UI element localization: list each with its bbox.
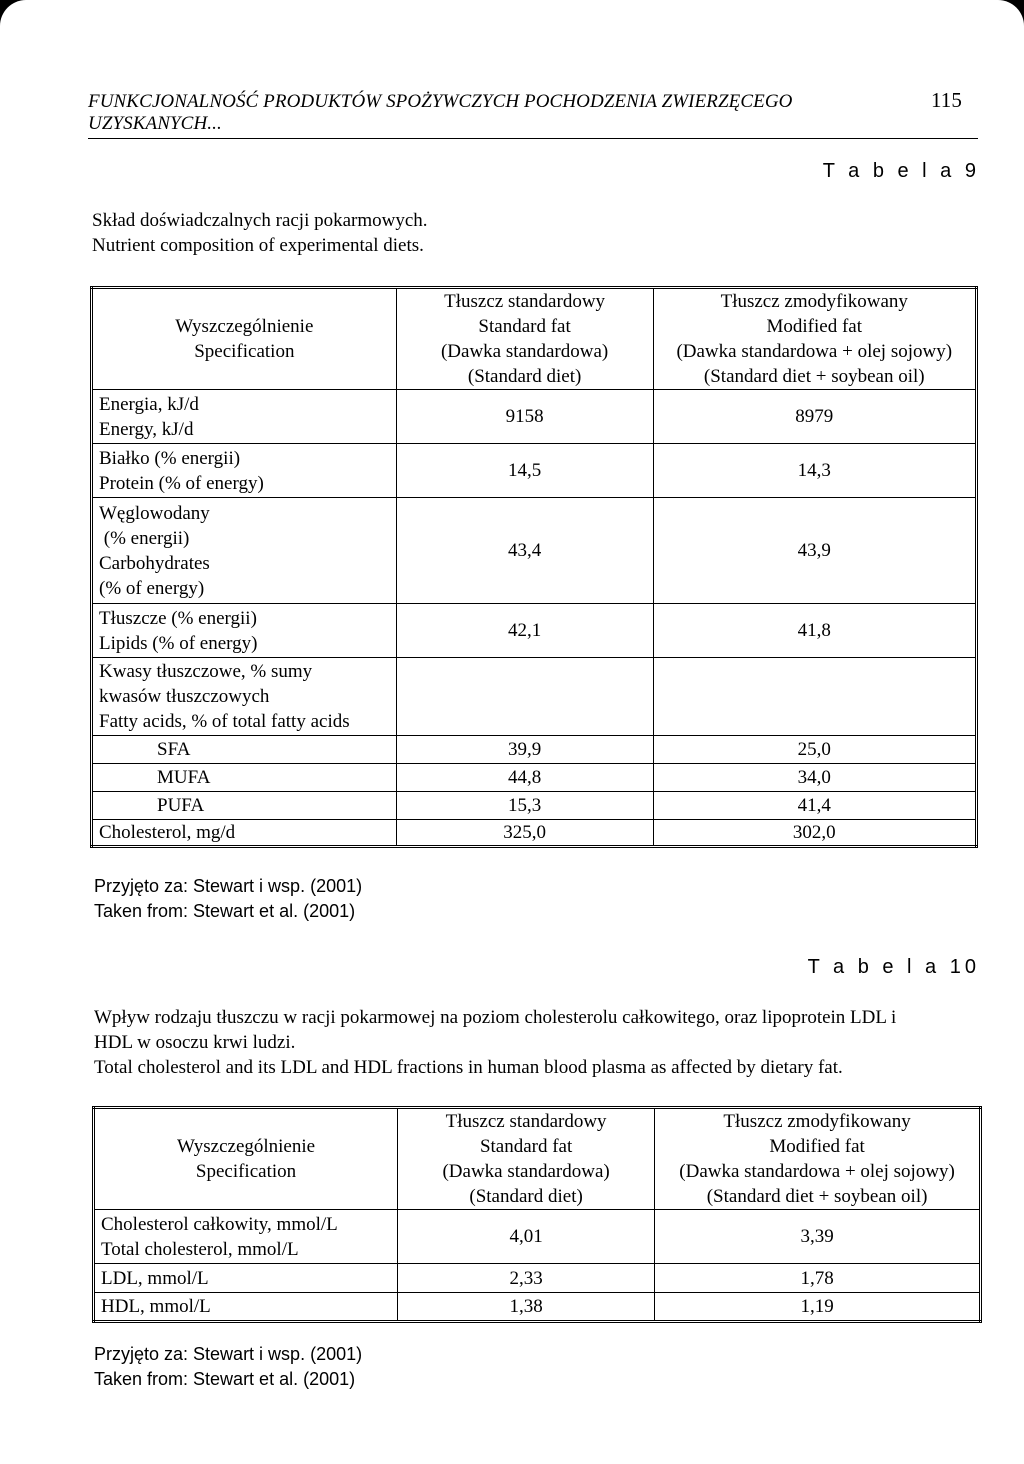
row-label (92, 604, 397, 658)
row-label (92, 658, 397, 736)
table9-caption (92, 208, 428, 258)
table10-header-row (94, 1108, 981, 1210)
row-label: HDL, mmol/L (94, 1293, 398, 1322)
cell-value: 15,3 (396, 792, 653, 820)
cell-value: 1,19 (655, 1293, 981, 1322)
row-label-line: Kwasy tłuszczowe, % sumy (99, 661, 313, 682)
table10-col-modified (655, 1108, 981, 1210)
row-label-line: Energia, kJ/d (99, 393, 199, 415)
table-row (92, 820, 977, 847)
cell-value: 14,5 (396, 444, 653, 498)
table-row (92, 498, 977, 604)
spec-label-en: Specification (195, 1161, 297, 1182)
row-label: SFA (92, 736, 397, 764)
table10-source (94, 1342, 362, 1392)
cell-value: 41,4 (653, 792, 976, 820)
table10-caption-pl-2: HDL w osoczu krwi ludzi. (94, 1032, 296, 1053)
cell-value: 2,33 (398, 1264, 655, 1293)
col-standard-line: (Standard diet) (467, 366, 582, 387)
cell-value: 9158 (396, 390, 653, 444)
row-label-line: Protein (% of energy) (99, 472, 264, 494)
source-en: Taken from: Stewart et al. (2001) (94, 1369, 356, 1389)
col-standard-line: Standard fat (479, 1136, 573, 1157)
cell-value: 25,0 (653, 736, 976, 764)
row-label-line: Węglowodany (99, 502, 210, 524)
table9-caption-pl: Skład doświadczalnych racji pokarmowych. (92, 210, 428, 231)
table9-spec-header (92, 288, 397, 390)
table9-source (94, 874, 362, 924)
col-modified-line: Modified fat (766, 316, 863, 337)
cell-value: 39,9 (396, 736, 653, 764)
table10-caption-en: Total cholesterol and its LDL and HDL fractions in human blood plasma as affected by dietary fat. (94, 1057, 843, 1078)
cell-value: 1,38 (398, 1293, 655, 1322)
spec-label-pl: Wyszczególnienie (175, 316, 314, 337)
table-row (94, 1293, 981, 1322)
row-label (94, 1210, 398, 1264)
cell-value: 8979 (653, 390, 976, 444)
source-pl: Przyjęto za: Stewart i wsp. (2001) (94, 1344, 363, 1364)
spec-label-en: Specification (194, 341, 295, 362)
col-modified-line: Modified fat (769, 1136, 865, 1157)
table9-label: T a b e l a 9 (822, 160, 980, 182)
col-modified-line: (Dawka standardowa + olej sojowy) (679, 1161, 955, 1182)
table9-col-modified (653, 288, 976, 390)
table-row (92, 444, 977, 498)
row-label-line: Energy, kJ/d (99, 418, 194, 440)
row-label-line: Lipids (% of energy) (99, 632, 258, 654)
cell-value: 41,8 (653, 604, 976, 658)
table9 (90, 286, 978, 848)
running-title: FUNKCJONALNOŚĆ PRODUKTÓW SPOŻYWCZYCH POCHODZENIA ZWIERZĘCEGO UZYSKANYCH... (88, 91, 793, 134)
table9-caption-en: Nutrient composition of experimental diets. (92, 235, 424, 256)
row-label-line: Carbohydrates (99, 552, 210, 574)
col-standard-line: Tłuszcz standardowy (444, 291, 606, 312)
cell-value: 1,78 (655, 1264, 981, 1293)
row-label-line: Tłuszcze (% energii) (99, 607, 257, 629)
row-label: Cholesterol, mg/d (92, 820, 397, 847)
cell-value: 325,0 (396, 820, 653, 847)
spec-label-pl: Wyszczególnienie (176, 1136, 316, 1157)
cell-value: 44,8 (396, 764, 653, 792)
table10-caption-pl-1: Wpływ rodzaju tłuszczu w racji pokarmowej na poziom cholesterolu całkowitego, oraz lipoprotein LDL i (94, 1007, 897, 1028)
row-label: LDL, mmol/L (94, 1264, 398, 1293)
col-modified-line: (Standard diet + soybean oil) (706, 1186, 928, 1207)
cell-empty (396, 658, 653, 736)
table-row (92, 658, 977, 736)
table10 (92, 1106, 982, 1323)
row-label-line: (% of energy) (99, 577, 205, 599)
row-label-line: kwasów tłuszczowych (99, 686, 270, 707)
table9-header-row (92, 288, 977, 390)
row-label-line: Cholesterol całkowity, mmol/L (101, 1213, 338, 1235)
row-label-line: (% energii) (99, 527, 190, 549)
col-modified-line: (Dawka standardowa + olej sojowy) (676, 341, 953, 362)
col-standard-line: Standard fat (478, 316, 571, 337)
table-row (94, 1210, 981, 1264)
source-en: Taken from: Stewart et al. (2001) (94, 901, 356, 921)
row-label-line: Białko (% energii) (99, 447, 241, 469)
table-row (92, 390, 977, 444)
row-label (92, 498, 397, 604)
row-label (92, 390, 397, 444)
row-label: MUFA (92, 764, 397, 792)
table-row (92, 604, 977, 658)
col-modified-line: Tłuszcz zmodyfikowany (723, 1111, 911, 1132)
cell-value: 3,39 (655, 1210, 981, 1264)
table-row (94, 1264, 981, 1293)
cell-value: 34,0 (653, 764, 976, 792)
table9-col-standard (396, 288, 653, 390)
col-standard-line: (Standard diet) (469, 1186, 583, 1207)
cell-value: 42,1 (396, 604, 653, 658)
col-modified-line: Tłuszcz zmodyfikowany (720, 291, 908, 312)
page-number: 115 (930, 88, 962, 112)
table10-col-standard (398, 1108, 655, 1210)
table10-spec-header (94, 1108, 398, 1210)
row-label-line: Total cholesterol, mmol/L (101, 1238, 299, 1260)
cell-value: 14,3 (653, 444, 976, 498)
col-standard-line: (Dawka standardowa) (442, 1161, 610, 1182)
table-row (92, 792, 977, 820)
cell-value: 43,9 (653, 498, 976, 604)
source-pl: Przyjęto za: Stewart i wsp. (2001) (94, 876, 363, 896)
row-label: PUFA (92, 792, 397, 820)
row-label (92, 444, 397, 498)
table10-caption (94, 1005, 980, 1080)
col-modified-line: (Standard diet + soybean oil) (703, 366, 925, 387)
cell-value: 4,01 (398, 1210, 655, 1264)
row-label-line: Fatty acids, % of total fatty acids (99, 711, 350, 732)
table-row (92, 736, 977, 764)
col-standard-line: Tłuszcz standardowy (445, 1111, 607, 1132)
cell-value: 43,4 (396, 498, 653, 604)
table10-label: T a b e l a 10 (807, 956, 980, 978)
cell-value: 302,0 (653, 820, 976, 847)
running-header (88, 88, 978, 139)
table-row (92, 764, 977, 792)
cell-empty (653, 658, 976, 736)
col-standard-line: (Dawka standardowa) (440, 341, 609, 362)
